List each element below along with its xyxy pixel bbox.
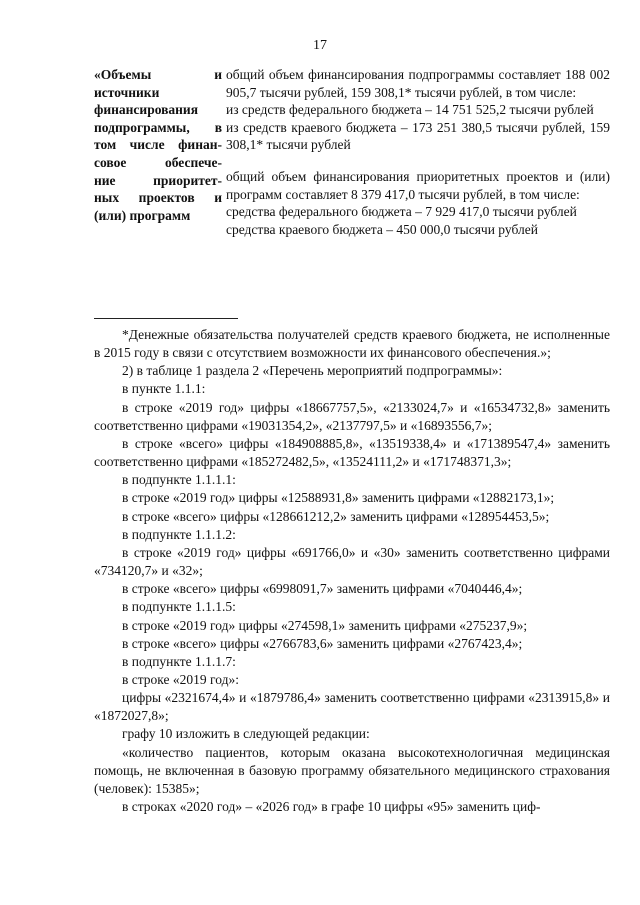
body-paragraph: в строке «2019 год»: bbox=[122, 671, 239, 687]
amendment-text bbox=[94, 326, 610, 816]
body-paragraph: в строке «всего» цифры «6998091,7» заменить цифрами «7040446,4»; bbox=[122, 581, 523, 597]
passport-paragraph: из средств краевого бюджета – 173 251 380,5 тысячи рублей, 159 308,1* тысячи рублей bbox=[226, 119, 610, 153]
label-line: «Объемы и bbox=[94, 67, 222, 82]
passport-paragraph: из средств федерального бюджета – 14 751 525,2 тысячи рублей bbox=[226, 102, 594, 118]
body-paragraph: в строке «всего» цифры «128661212,2» заменить цифрами «128954453,5»; bbox=[122, 508, 550, 524]
body-paragraph: в подпункте 1.1.1.5: bbox=[122, 599, 236, 615]
body-paragraph: графу 10 изложить в следующей редакции: bbox=[122, 726, 370, 742]
passport-paragraph: средства федерального бюджета – 7 929 417,0 тысячи рублей bbox=[226, 204, 577, 220]
footnote-paragraph: *Денежные обязательства получателей средств краевого бюджета, не исполненные в 2015 году в связи с отсутствием возможности их финансового обеспечения.»; bbox=[94, 327, 610, 361]
body-paragraph: в строке «2019 год» цифры «18667757,5», «2133024,7» и «16534732,8» заменить соответственно цифрами «19031354,2», «2137797,5» и «16893556,7»; bbox=[94, 399, 610, 433]
passport-paragraph: общий объем финансирования приоритетных проектов и (или) программ составляет 8 379 417,0 тысячи рублей, в том числе: bbox=[226, 168, 610, 202]
body-paragraph: цифры «2321674,4» и «1879786,4» заменить соответственно цифрами «2313915,8» и «1872027,8»; bbox=[94, 690, 610, 724]
label-line: ных проектов и bbox=[94, 190, 222, 206]
body-paragraph: в подпункте 1.1.1.1: bbox=[122, 472, 236, 488]
label-line: (или) программ bbox=[94, 207, 191, 223]
label-line: совое обеспече- bbox=[94, 154, 222, 170]
body-paragraph: в подпункте 1.1.1.7: bbox=[122, 653, 236, 669]
body-paragraph: в строках «2020 год» – «2026 год» в графе 10 цифры «95» заменить циф- bbox=[122, 799, 541, 815]
passport-paragraph: общий объем финансирования подпрограммы составляет 188 002 905,7 тысячи рублей, 159 308,1* тысячи рублей, в том числе: bbox=[226, 67, 610, 100]
body-paragraph: в подпункте 1.1.1.2: bbox=[122, 526, 236, 542]
body-paragraph: в строке «2019 год» цифры «274598,1» заменить цифрами «275237,9»; bbox=[122, 617, 528, 633]
passport-content bbox=[222, 66, 610, 238]
label-line: том числе финан- bbox=[94, 137, 222, 153]
passport-paragraph: средства краевого бюджета – 450 000,0 тысячи рублей bbox=[226, 221, 538, 237]
page-number: 17 bbox=[313, 38, 327, 53]
body-paragraph: в строке «всего» цифры «2766783,6» заменить цифрами «2767423,4»; bbox=[122, 635, 523, 651]
passport-label bbox=[94, 66, 222, 238]
passport-section bbox=[94, 66, 610, 238]
footnote-divider bbox=[94, 318, 238, 319]
body-paragraph: 2) в таблице 1 раздела 2 «Перечень мероприятий подпрограммы»: bbox=[122, 363, 503, 379]
body-paragraph: в строке «2019 год» цифры «691766,0» и «30» заменить соответственно цифрами «734120,7» и «32»; bbox=[94, 544, 610, 579]
label-line: ние приоритет- bbox=[94, 172, 222, 188]
body-paragraph: в строке «всего» цифры «184908885,8», «13519338,4» и «171389547,4» заменить соответственно цифрами «185272482,5», «13524111,2» и «171748371,3»; bbox=[94, 435, 610, 470]
body-paragraph: в строке «2019 год» цифры «12588931,8» заменить цифрами «12882173,1»; bbox=[122, 490, 555, 506]
label-line: подпрограммы, в bbox=[94, 119, 222, 135]
body-paragraph: «количество пациентов, которым оказана высокотехнологичная медицинская помощь, не включенная в базовую программу обязательного медицинского страхования (человек): 15385»; bbox=[94, 744, 610, 796]
label-line: финансирования bbox=[94, 102, 199, 118]
body-paragraph: в пункте 1.1.1: bbox=[122, 381, 206, 397]
label-line: источники bbox=[94, 84, 160, 100]
